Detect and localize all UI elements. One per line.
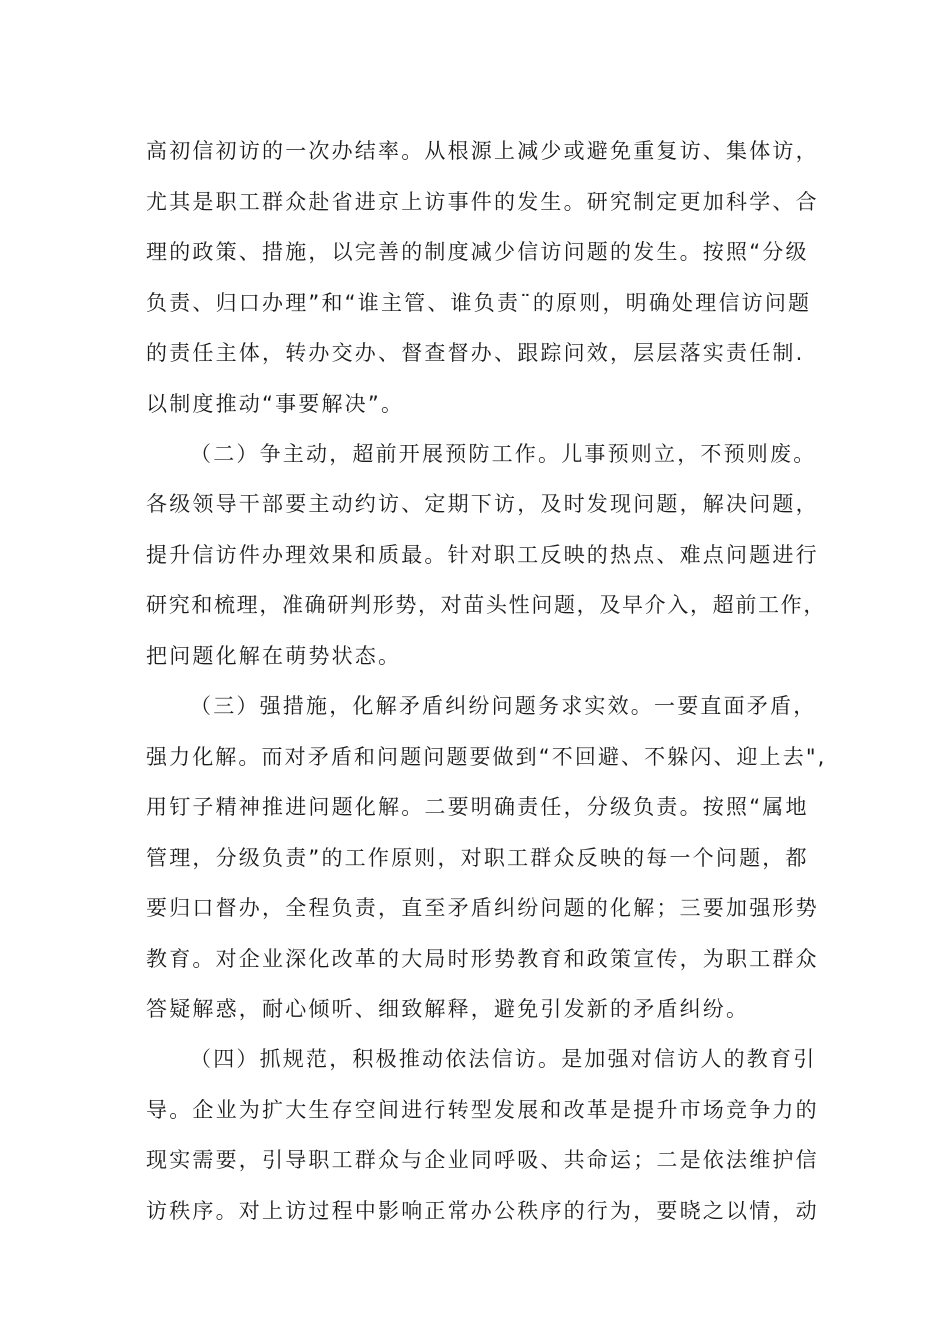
text-line: 用钉子精神推进问题化解。二要明确责任，分级负责。按照“属地 bbox=[146, 795, 809, 819]
text-line: 各级领导干部要主动约访、定期下访，及时发现问题，解决问题， bbox=[146, 492, 819, 516]
text-line: 导。企业为扩大生存空间进行转型发展和改革是提升市场竞争力的 bbox=[146, 1098, 819, 1122]
text-line: 答疑解惑，耐心倾听、细致解释，避免引发新的矛盾纠纷。 bbox=[146, 997, 750, 1021]
text-line: 要归口督办，全程负责，直至矛盾纠纷问题的化解；三要加强形势 bbox=[146, 896, 819, 920]
text-line: 把问题化解在萌势状态。 bbox=[146, 644, 402, 668]
text-line: 高初信初访的一次办结率。从根源上减少或避免重复访、集体访， bbox=[146, 139, 819, 163]
text-line: 以制度推动“事要解决”。 bbox=[146, 392, 405, 416]
text-line: 访秩序。对上访过程中影响正常办公秩序的行为，要晓之以情，动 bbox=[146, 1199, 819, 1223]
paragraph-heading-line: （四）抓规范，积极推动依法信访。是加强对信访人的教育引 bbox=[190, 1047, 817, 1071]
text-line: 理的政策、措施，以完善的制度减少信访问题的发生。按照“分级 bbox=[146, 240, 809, 264]
paragraph-heading-line: （二）争主动，超前开展预防工作。儿事预则立，不预则废。 bbox=[190, 442, 817, 466]
text-line: 的责任主体，转办交办、督查督办、跟踪问效，层层落实责任制. bbox=[146, 341, 805, 365]
text-line: 现实需要，引导职工群众与企业同呼吸、共命运；二是依法维护信 bbox=[146, 1148, 819, 1172]
text-line: 强力化解。而对矛盾和问题问题要做到“不回避、不躲闪、迎上去", bbox=[146, 745, 827, 769]
text-line: 尤其是职工群众赴省进京上访事件的发生。研究制定更加科学、合 bbox=[146, 190, 819, 214]
text-line: 提升信访件办理效果和质最。针对职工反映的热点、难点问题进行 bbox=[146, 543, 819, 567]
text-line: 负责、归口办理”和“谁主管、谁负责¨的原则，明确处理信访问题 bbox=[146, 291, 812, 315]
paragraph-heading-line: （三）强措施，化解矛盾纠纷问题务求实效。一要直面矛盾， bbox=[190, 694, 817, 718]
text-line: 教育。对企业深化改革的大局时形势教育和政策宣传，为职工群众 bbox=[146, 947, 819, 971]
text-line: 管理，分级负责”的工作原则，对职工群众反映的每一个问题，都 bbox=[146, 846, 809, 870]
text-line: 研究和梳理，准确研判形势，对苗头性问题，及早介入，超前工作， bbox=[146, 593, 826, 617]
